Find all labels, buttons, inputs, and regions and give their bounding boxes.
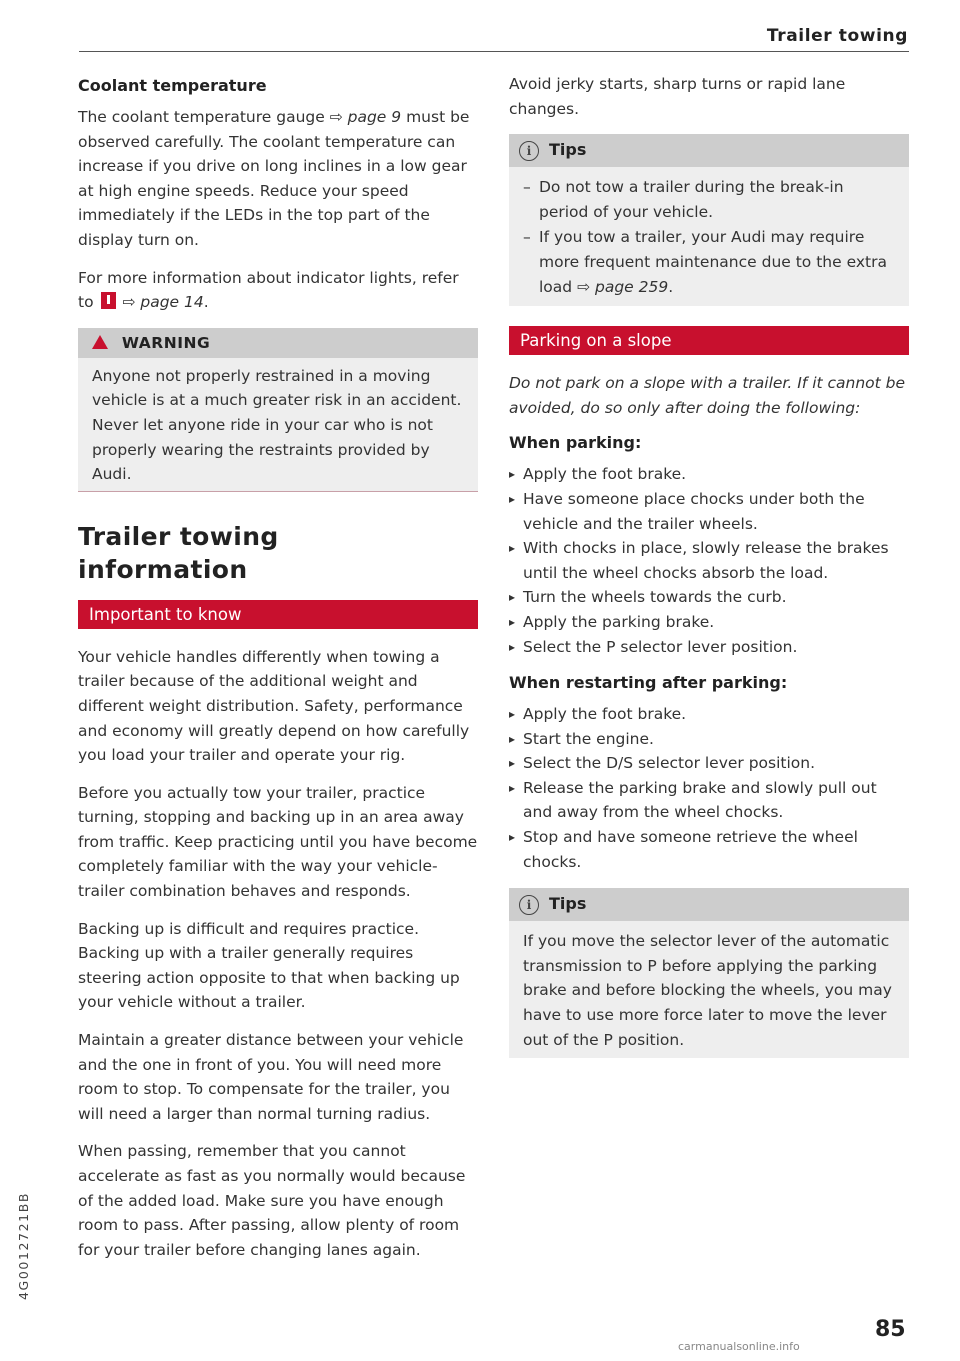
tips-box-2 (509, 888, 909, 1058)
step-item: ▸ Turn the wheels towards the curb. (509, 585, 909, 610)
step-item: ▸ Select the D/S selector lever position. (509, 751, 909, 776)
right-column (509, 72, 909, 1078)
tip-item (523, 225, 895, 299)
step-item: ▸ Apply the foot brake. (509, 702, 909, 727)
document-code: 4G0012721BB (16, 1191, 31, 1300)
body-paragraph: Backing up is difficult and requires practice. Backing up with a trailer generally requires steering action opposite to that when backing up your vehicle without a trailer. (78, 919, 460, 1012)
coolant-p2-end: . (203, 293, 209, 312)
step-item: ▸ Apply the foot brake. (509, 462, 909, 487)
intro-paragraph: Avoid jerky starts, sharp turns or rapid lane changes. (509, 75, 846, 118)
coolant-heading: Coolant temperature (78, 76, 267, 95)
tips-box-1 (509, 134, 909, 306)
page-259-link[interactable]: ⇨ page 259 (577, 277, 669, 296)
warning-title: WARNING (121, 333, 211, 352)
step-item: ▸ Apply the parking brake. (509, 610, 909, 635)
body-paragraph: Maintain a greater distance between your vehicle and the one in front of you. You will need more room to stop. To compensate for the trailer, you will need a larger than normal turning radius. (78, 1031, 464, 1123)
parking-steps (509, 462, 909, 659)
left-column (78, 72, 478, 1275)
info-icon: i (519, 141, 539, 161)
header-rule (79, 51, 909, 52)
tips-header-2 (509, 888, 909, 921)
tips-header-1 (509, 134, 909, 167)
tips-title-1: Tips (549, 140, 587, 160)
when-parking-heading: When parking: (509, 433, 642, 453)
warning-box (78, 328, 478, 492)
page-14-link[interactable]: ⇨ page 14 (122, 293, 204, 312)
step-item: ▸ Release the parking brake and slowly pull out and away from the wheel chocks. (509, 776, 909, 825)
subsection-important-to-know: Important to know (78, 600, 478, 629)
section-title-line-1: Trailer towing (78, 521, 279, 551)
coolant-p2-text: For more information about indicator lights, refer to (78, 268, 459, 312)
warning-triangle-icon (92, 335, 108, 349)
tips-title-2: Tips (549, 894, 587, 914)
step-item: ▸ With chocks in place, slowly release the brakes until the wheel chocks absorb the load. (509, 536, 909, 585)
coolant-temperature-icon (101, 292, 116, 309)
tips-body-1 (509, 167, 909, 306)
tip-item-text: If you tow a trailer, your Audi may require more frequent maintenance due to the extra load (539, 228, 887, 296)
page-9-link[interactable]: ⇨ page 9 (329, 108, 402, 126)
step-item: ▸ Have someone place chocks under both the vehicle and the trailer wheels. (509, 487, 909, 536)
warning-body (78, 358, 478, 491)
restart-steps (509, 702, 909, 874)
parking-intro: Do not park on a slope with a trailer. If it cannot be avoided, do so only after doing the following: (509, 374, 906, 417)
body-paragraph: Before you actually tow your trailer, practice turning, stopping and backing up in an area away from traffic. Keep practicing until you have become completely familiar with the way your vehicle-trailer combination behaves and responds. (78, 783, 478, 901)
subsection-parking-on-a-slope: Parking on a slope (509, 326, 909, 355)
tip-item: – Do not tow a trailer during the break-in period of your vehicle. (523, 175, 895, 224)
step-item: ▸ Stop and have someone retrieve the wheel chocks. (509, 825, 909, 874)
page-number: 85 (875, 1317, 906, 1342)
info-icon: i (519, 895, 539, 915)
body-paragraph: Your vehicle handles differently when towing a trailer because of the additional weight and different weight distribution. Safety, performance and economy will greatly depend on how carefully you load your trailer and operate your rig. (78, 647, 470, 765)
body-paragraph: When passing, remember that you cannot accelerate as fast as you normally would because of the added load. Make sure you have enough room to pass. After passing, allow plenty of room for your trailer before changing lanes again. (78, 1142, 466, 1259)
tips-body-2 (509, 921, 909, 1058)
section-title-line-2: information (78, 554, 248, 584)
watermark: carmanualsonline.info (678, 1340, 800, 1353)
coolant-paragraph-1 (78, 105, 478, 253)
when-restarting-heading: When restarting after parking: (509, 673, 788, 693)
tip-item-end: . (668, 277, 674, 296)
step-item: ▸ Start the engine. (509, 727, 909, 752)
running-head: Trailer towing (766, 26, 908, 46)
warning-text: Anyone not properly restrained in a moving vehicle is at a much greater risk in an accident. Never let anyone ride in your car who is not properly wearing the restraints provided by Audi. (92, 366, 462, 484)
step-item: ▸ Select the P selector lever position. (509, 635, 909, 660)
tips-text-2: If you move the selector lever of the automatic transmission to P before applying the parking brake and before blocking the wheels, you may have to use more force later to move the lever out of the P position. (523, 932, 892, 1049)
section-title (78, 520, 478, 586)
warning-header (78, 328, 478, 358)
coolant-p1-text-a: The coolant temperature gauge (78, 108, 325, 126)
coolant-paragraph-2 (78, 266, 478, 315)
coolant-p1-text-b: must be observed carefully. The coolant temperature can increase if you drive on long inclines in a low gear at high engine speeds. Reduce your speed immediately if the LEDs in the top part of the display turn on. (78, 108, 470, 249)
